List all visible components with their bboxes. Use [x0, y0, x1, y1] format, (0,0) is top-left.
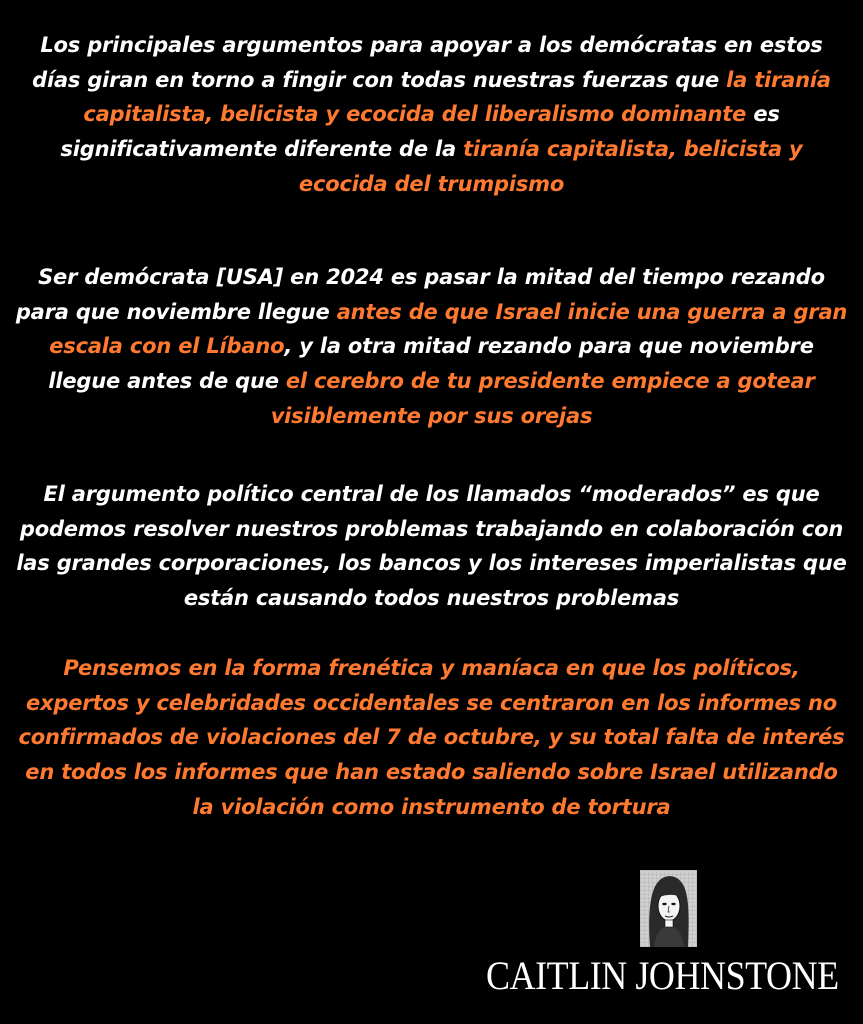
paragraph-1	[14, 28, 849, 202]
author-signature: CAITLIN JOHNSTONE	[486, 953, 839, 998]
paragraph-2-highlight-a: antes de que Israel inicie una guerra a gran escala con el Líbano	[49, 299, 848, 359]
paragraph-1-text-a: Los principales argumentos para apoyar a los demócratas en estos días giran en torno a fingir con todas nuestras fuerzas que	[32, 33, 823, 92]
paragraph-2	[14, 260, 849, 434]
paragraph-2-text-a: Ser demócrata [USA] en 2024 es pasar la mitad del tiempo rezando para que noviembre llegue	[15, 265, 825, 324]
paragraph-1-highlight-a: la tiranía capitalista, belicista y ecocida del liberalismo dominante	[83, 67, 831, 127]
author-portrait-image	[640, 870, 697, 947]
paragraph-3-text: El argumento político central de los llamados “moderados” es que podemos resolver nuestros problemas trabajando en colaboración con las grandes corporaciones, los bancos y los intereses imperialistas que están causando todos nuestros problemas	[16, 482, 847, 611]
paragraph-2-highlight-b: el cerebro de tu presidente empiece a gotear visiblemente por sus orejas	[270, 369, 815, 428]
paragraph-2-text-b: , y la otra mitad rezando para que noviembre llegue antes de que	[48, 334, 814, 394]
paragraph-1-highlight-b: tiranía capitalista, belicista y ecocida del trumpismo	[298, 137, 803, 196]
paragraph-1-text-b: es significativamente diferente de la	[60, 102, 780, 162]
paragraph-4-highlight: Pensemos en la forma frenética y maníaca en que los políticos, expertos y celebridades occidentales se centraron en los informes no confirmados de violaciones del 7 de octubre, y su total falta de interés en todos los informes que han estado saliendo sobre Israel utilizando la violación como instrumento de tortura	[18, 656, 845, 819]
paragraph-3	[14, 477, 849, 616]
paragraph-4	[14, 651, 849, 825]
portrait-illustration	[640, 870, 697, 947]
